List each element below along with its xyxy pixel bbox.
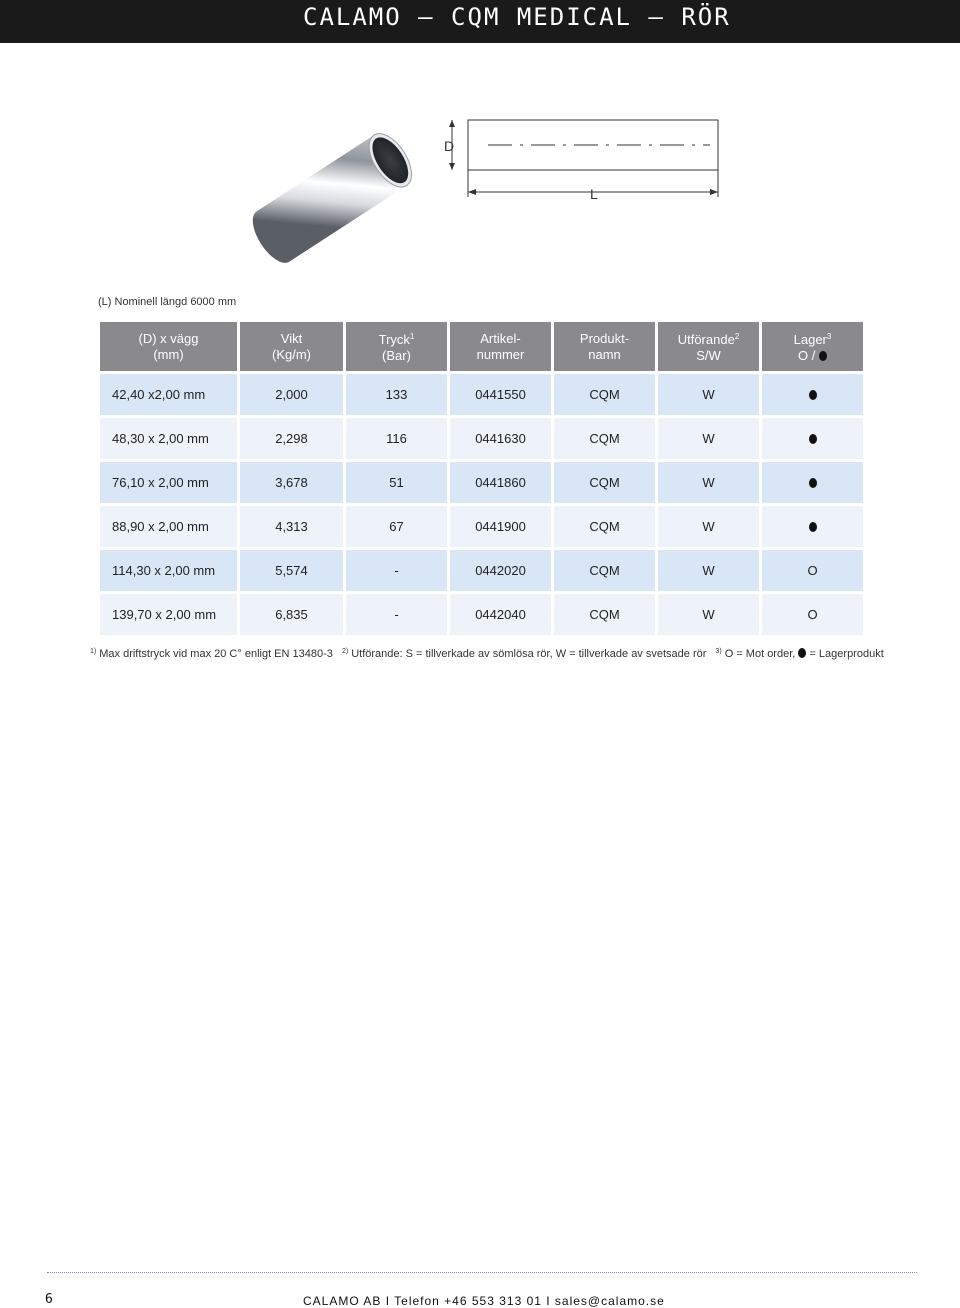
cell-execution: W: [658, 550, 759, 591]
cell-execution: W: [658, 506, 759, 547]
footnote-1: $^{1)}$ Max driftstryck vid max 20 C° enligt EN 13480-3: [90, 648, 333, 660]
column-header: Vikt (Kg/m): [240, 322, 343, 371]
cell-stock: [762, 374, 863, 415]
page-title: CALAMO – CQM MEDICAL – RÖR: [303, 3, 731, 31]
table-header-row: [100, 322, 863, 371]
table-row: [100, 594, 863, 635]
footnotes: [90, 648, 890, 660]
cell-article: 0442020: [450, 550, 551, 591]
cell-dim: 114,30 x 2,00 mm: [100, 550, 237, 591]
stock-dot-icon: [809, 434, 817, 444]
cell-product: CQM: [554, 550, 655, 591]
column-header: Tryck$^1$ (Bar): [346, 322, 447, 371]
cell-stock: O: [762, 594, 863, 635]
stock-dot-icon: [809, 390, 817, 400]
cell-pressure: 51: [346, 462, 447, 503]
cell-pressure: -: [346, 550, 447, 591]
cell-dim: 42,40 x2,00 mm: [100, 374, 237, 415]
cell-dim: 139,70 x 2,00 mm: [100, 594, 237, 635]
column-header: Utförande$^2$ S/W: [658, 322, 759, 371]
column-header: Lager$^3$ O /: [762, 322, 863, 371]
cell-stock: [762, 462, 863, 503]
page-header: [0, 0, 960, 43]
cell-weight: 5,574: [240, 550, 343, 591]
cell-article: 0441860: [450, 462, 551, 503]
cell-execution: W: [658, 462, 759, 503]
cell-weight: 4,313: [240, 506, 343, 547]
nominal-length-note: (L) Nominell längd 6000 mm: [98, 296, 237, 308]
cell-article: 0441900: [450, 506, 551, 547]
table-row: [100, 550, 863, 591]
cell-product: CQM: [554, 374, 655, 415]
cell-dim: 48,30 x 2,00 mm: [100, 418, 237, 459]
stock-dot-icon: [809, 522, 817, 532]
spec-table: [97, 319, 866, 638]
stock-dot-icon: [809, 478, 817, 488]
stock-dot-icon: [819, 351, 827, 361]
cell-product: CQM: [554, 418, 655, 459]
pipe-illustration: [240, 108, 440, 278]
cell-dim: 88,90 x 2,00 mm: [100, 506, 237, 547]
cell-dim: 76,10 x 2,00 mm: [100, 462, 237, 503]
cell-stock: [762, 418, 863, 459]
table-row: [100, 462, 863, 503]
cell-pressure: 67: [346, 506, 447, 547]
cell-product: CQM: [554, 462, 655, 503]
footer-contact: CALAMO AB I Telefon +46 553 313 01 I sales@calamo.se: [303, 1294, 665, 1308]
footer-divider: [47, 1272, 917, 1273]
page-number: 6: [45, 1292, 53, 1307]
cell-stock: [762, 506, 863, 547]
cell-article: 0441550: [450, 374, 551, 415]
cell-article: 0442040: [450, 594, 551, 635]
cell-execution: W: [658, 594, 759, 635]
table-row: [100, 374, 863, 415]
cell-stock: O: [762, 550, 863, 591]
cell-pressure: 133: [346, 374, 447, 415]
cell-article: 0441630: [450, 418, 551, 459]
dimension-diagram: [440, 115, 730, 205]
diameter-label: D: [444, 138, 455, 154]
footnote-3: $^{3)}$ O = Mot order, = Lagerprodukt: [715, 648, 884, 660]
footnote-2: $^{2)}$ Utförande: S = tillverkade av sömlösa rör, W = tillverkade av svetsade rör: [341, 648, 707, 660]
column-header: (D) x vägg (mm): [100, 322, 237, 371]
table-row: [100, 506, 863, 547]
cell-execution: W: [658, 374, 759, 415]
cell-weight: 2,298: [240, 418, 343, 459]
cell-weight: 2,000: [240, 374, 343, 415]
cell-execution: W: [658, 418, 759, 459]
column-header: Produkt- namn: [554, 322, 655, 371]
cell-pressure: -: [346, 594, 447, 635]
cell-product: CQM: [554, 594, 655, 635]
length-label: L: [590, 186, 598, 202]
cell-weight: 6,835: [240, 594, 343, 635]
stock-dot-icon: [798, 648, 806, 658]
table-row: [100, 418, 863, 459]
cell-product: CQM: [554, 506, 655, 547]
cell-pressure: 116: [346, 418, 447, 459]
cell-weight: 3,678: [240, 462, 343, 503]
column-header: Artikel- nummer: [450, 322, 551, 371]
